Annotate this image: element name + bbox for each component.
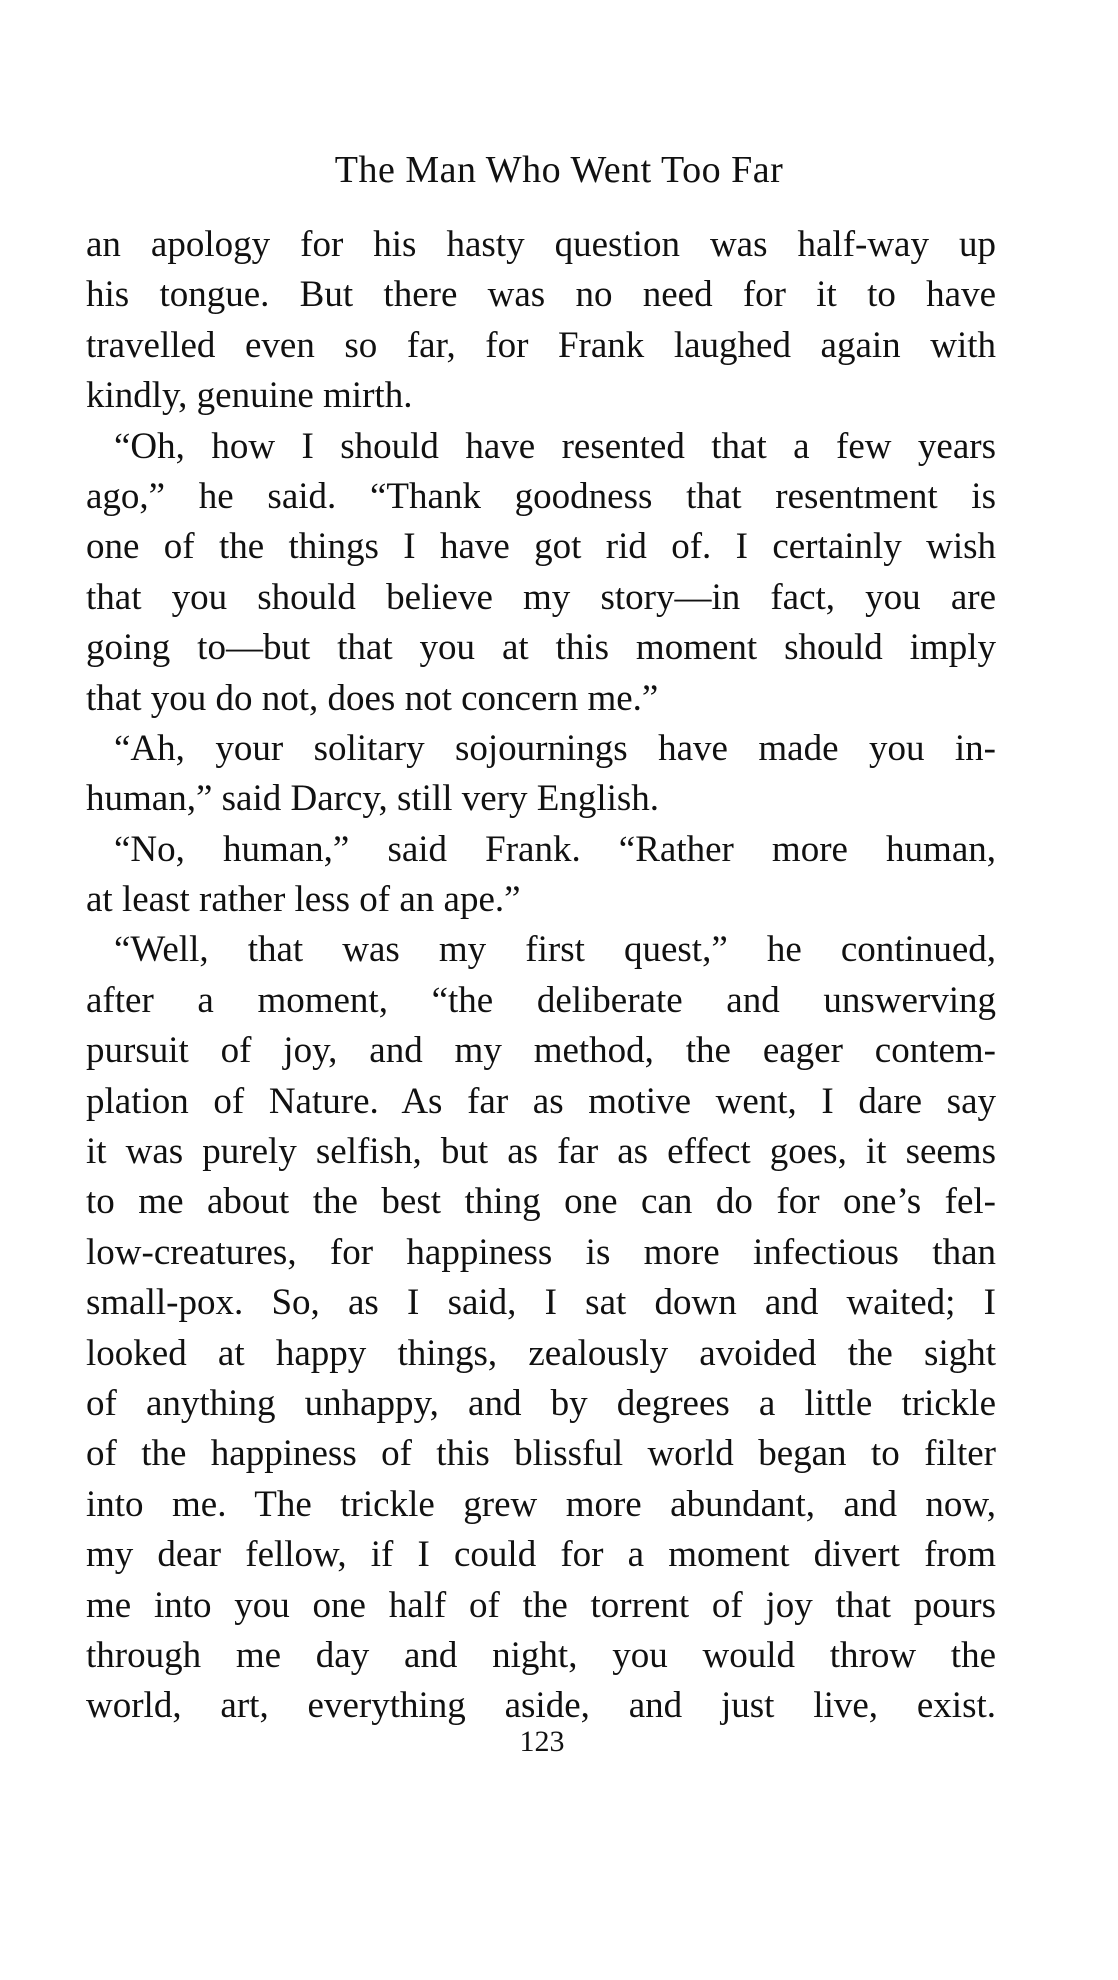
page-number: 123 bbox=[519, 1725, 565, 1758]
text-line: low-creatures, for happiness is more infectious than bbox=[86, 1231, 996, 1273]
text-line: pursuit of joy, and my method, the eager contem- bbox=[86, 1030, 996, 1072]
text-line: his tongue. But there was no need for it to have bbox=[86, 274, 996, 316]
text-line: kindly, genuine mirth. bbox=[86, 375, 413, 417]
text-line: “Oh, how I should have resented that a few years bbox=[114, 425, 996, 467]
text-line: human,” said Darcy, still very English. bbox=[86, 778, 660, 820]
body-text bbox=[86, 220, 996, 1732]
text-line: “Well, that was my first quest,” he continued, bbox=[114, 929, 996, 971]
text-line: into me. The trickle grew more abundant, and now, bbox=[86, 1483, 996, 1525]
text-line: of the happiness of this blissful world began to filter bbox=[86, 1433, 996, 1475]
text-line: of anything unhappy, and by degrees a little trickle bbox=[86, 1382, 996, 1424]
text-line: small-pox. So, as I said, I sat down and waited; I bbox=[86, 1282, 996, 1324]
text-line: at least rather less of an ape.” bbox=[86, 879, 521, 921]
text-line: that you do not, does not concern me.” bbox=[86, 677, 659, 719]
text-line: through me day and night, you would throw the bbox=[86, 1634, 996, 1676]
text-line: travelled even so far, for Frank laughed again with bbox=[86, 324, 996, 366]
text-line: “Ah, your solitary sojournings have made you in- bbox=[114, 727, 996, 769]
text-line: going to—but that you at this moment should imply bbox=[86, 627, 996, 669]
text-line: to me about the best thing one can do for one’s fel- bbox=[86, 1181, 996, 1223]
text-line: plation of Nature. As far as motive went, I dare say bbox=[86, 1080, 996, 1122]
text-line: it was purely selfish, but as far as effect goes, it seems bbox=[86, 1131, 996, 1173]
text-line: me into you one half of the torrent of joy that pours bbox=[86, 1584, 996, 1626]
text-line: my dear fellow, if I could for a moment divert from bbox=[86, 1534, 996, 1576]
text-line: an apology for his hasty question was half-way up bbox=[86, 224, 996, 265]
text-line: after a moment, “the deliberate and unswerving bbox=[86, 979, 996, 1021]
text-line: one of the things I have got rid of. I certainly wish bbox=[86, 526, 996, 568]
text-line: looked at happy things, zealously avoided the sight bbox=[86, 1332, 996, 1374]
text-line: that you should believe my story—in fact, you are bbox=[86, 576, 996, 618]
text-line: ago,” he said. “Thank goodness that resentment is bbox=[86, 475, 996, 517]
running-head: The Man Who Went Too Far bbox=[334, 149, 784, 191]
text-line: world, art, everything aside, and just live, exist. bbox=[86, 1685, 996, 1727]
text-line: “No, human,” said Frank. “Rather more human, bbox=[114, 828, 996, 870]
